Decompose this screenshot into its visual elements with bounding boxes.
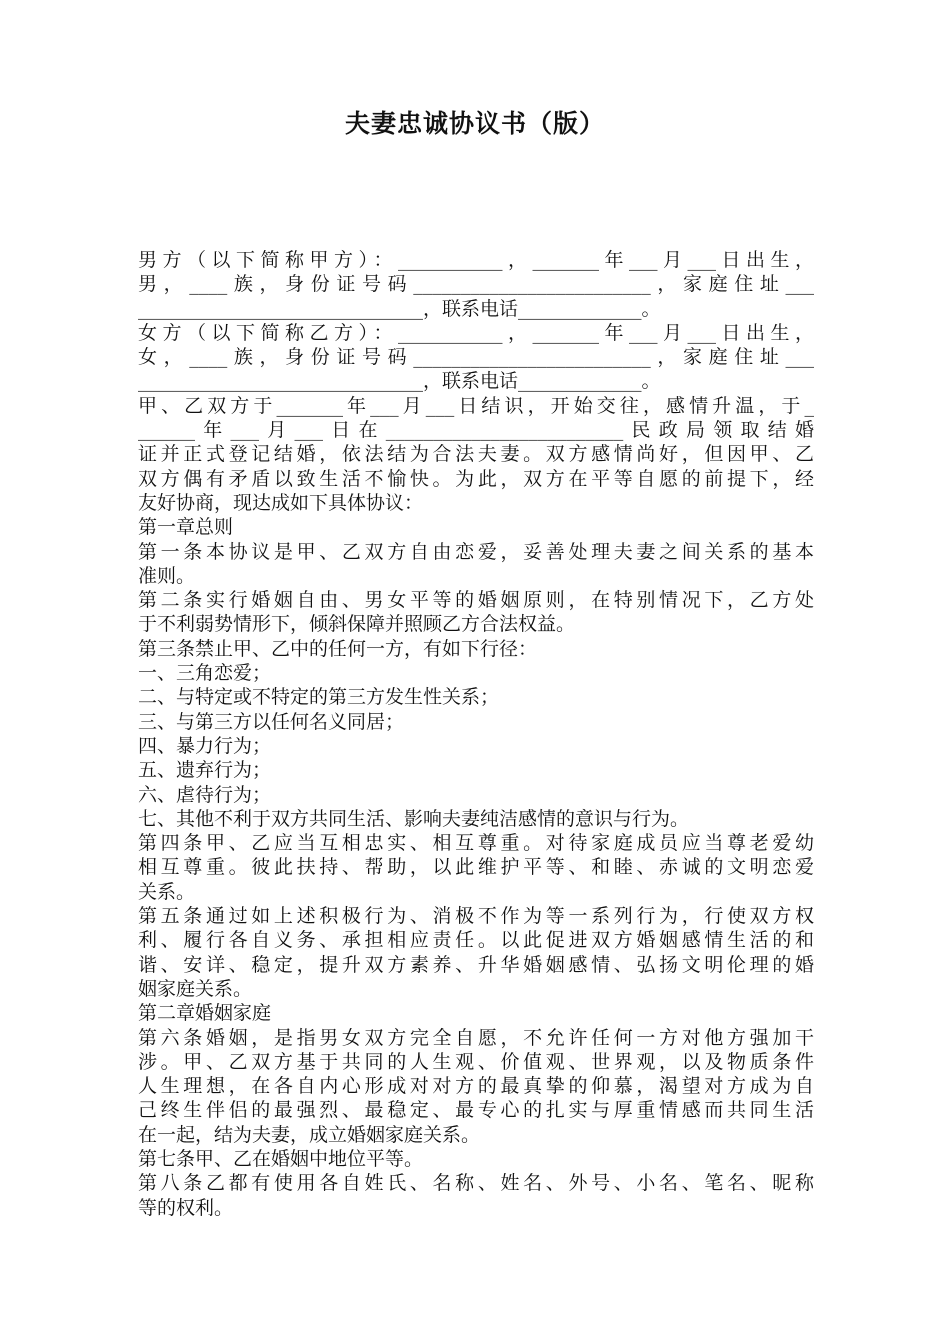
- body-line: 第八条乙都有使用各自姓氏、名称、姓名、外号、小名、笔名、昵称: [138, 1172, 814, 1195]
- body-line: 第三条禁止甲、乙中的任何一方，有如下行径：: [138, 637, 538, 660]
- body-line: 姻家庭关系。: [138, 977, 253, 1000]
- body-line: 己终生伴侣的最强烈、最稳定、最专心的扎实与厚重情感而共同生活: [138, 1099, 814, 1122]
- body-line: 利、履行各自义务、承担相应责任。以此促进双方婚姻感情生活的和: [138, 929, 814, 952]
- body-line: 相互尊重。彼此扶持、帮助，以此维护平等、和睦、赤诚的文明恋爱: [138, 856, 814, 879]
- body-line: 男，____族，身份证号码_________________________，家庭住址___: [138, 273, 814, 296]
- body-line: 在一起，结为夫妻，成立婚姻家庭关系。: [138, 1123, 481, 1146]
- list-item: 五、遗弃行为；: [138, 759, 272, 782]
- chapter-heading: 第二章婚姻家庭: [138, 1002, 272, 1025]
- body-line: 男方（以下简称甲方）：___________，_______年___月___日出生，: [138, 249, 814, 271]
- chapter-heading: 第一章总则: [138, 516, 234, 539]
- body-line: 第二条实行婚姻自由、男女平等的婚姻原则，在特别情况下，乙方处: [138, 589, 814, 612]
- body-line: 第七条甲、乙在婚姻中地位平等。: [138, 1147, 424, 1170]
- body-line: 人生理想，在各自内心形成对对方的最真挚的仰慕，渴望对方成为自: [138, 1075, 814, 1098]
- body-line: ______________________________，联系电话_____________。: [138, 297, 661, 320]
- document-body: [138, 248, 814, 1220]
- list-item: 三、与第三方以任何名义同居；: [138, 710, 405, 733]
- list-item: 一、三角恋爱；: [138, 662, 272, 685]
- body-line: 于不利弱势情形下，倾斜保障并照顾乙方合法权益。: [138, 613, 576, 636]
- list-item: 七、其他不利于双方共同生活、影响夫妻纯洁感情的意识与行为。: [138, 807, 690, 830]
- body-line: 第四条甲、乙应当互相忠实、相互尊重。对待家庭成员应当尊老爱幼: [138, 832, 814, 855]
- body-line: 第一条本协议是甲、乙双方自由恋爱，妥善处理夫妻之间关系的基本: [138, 540, 814, 563]
- body-line: 涉。甲、乙双方基于共同的人生观、价值观、世界观，以及物质条件: [138, 1050, 814, 1073]
- body-line: 甲、乙双方于_______年___月___日结识，开始交往，感情升温，于_: [138, 394, 814, 417]
- body-line: 第六条婚姻，是指男女双方完全自愿，不允许任何一方对他方强加干: [138, 1026, 814, 1049]
- body-line: ______年___月___日在_________________________民政局领取结婚: [138, 419, 814, 442]
- body-line: 准则。: [138, 564, 196, 587]
- body-line: ______________________________，联系电话_____________。: [138, 370, 661, 393]
- body-line: 关系。: [138, 880, 196, 903]
- body-line: 等的权利。: [138, 1196, 234, 1219]
- body-line: 女方（以下简称乙方）：___________，_______年___月___日出生，: [138, 321, 814, 344]
- body-line: 第五条通过如上述积极行为、消极不作为等一系列行为，行使双方权: [138, 905, 814, 928]
- body-line: 女，____族，身份证号码_________________________，家庭住址___: [138, 346, 814, 369]
- body-line: 证并正式登记结婚，依法结为合法夫妻。双方感情尚好，但因甲、乙: [138, 443, 814, 466]
- body-line: 双方偶有矛盾以致生活不愉快。为此，双方在平等自愿的前提下，经: [138, 467, 814, 490]
- body-line: 谐、安详、稳定，提升双方素养、升华婚姻感情、弘扬文明伦理的婚: [138, 953, 814, 976]
- body-line: 友好协商，现达成如下具体协议：: [138, 491, 424, 514]
- list-item: 四、暴力行为；: [138, 734, 272, 757]
- list-item: 二、与特定或不特定的第三方发生性关系；: [138, 686, 500, 709]
- document-title: 夫妻忠诚协议书（版）: [344, 109, 605, 138]
- list-item: 六、虐待行为；: [138, 783, 272, 806]
